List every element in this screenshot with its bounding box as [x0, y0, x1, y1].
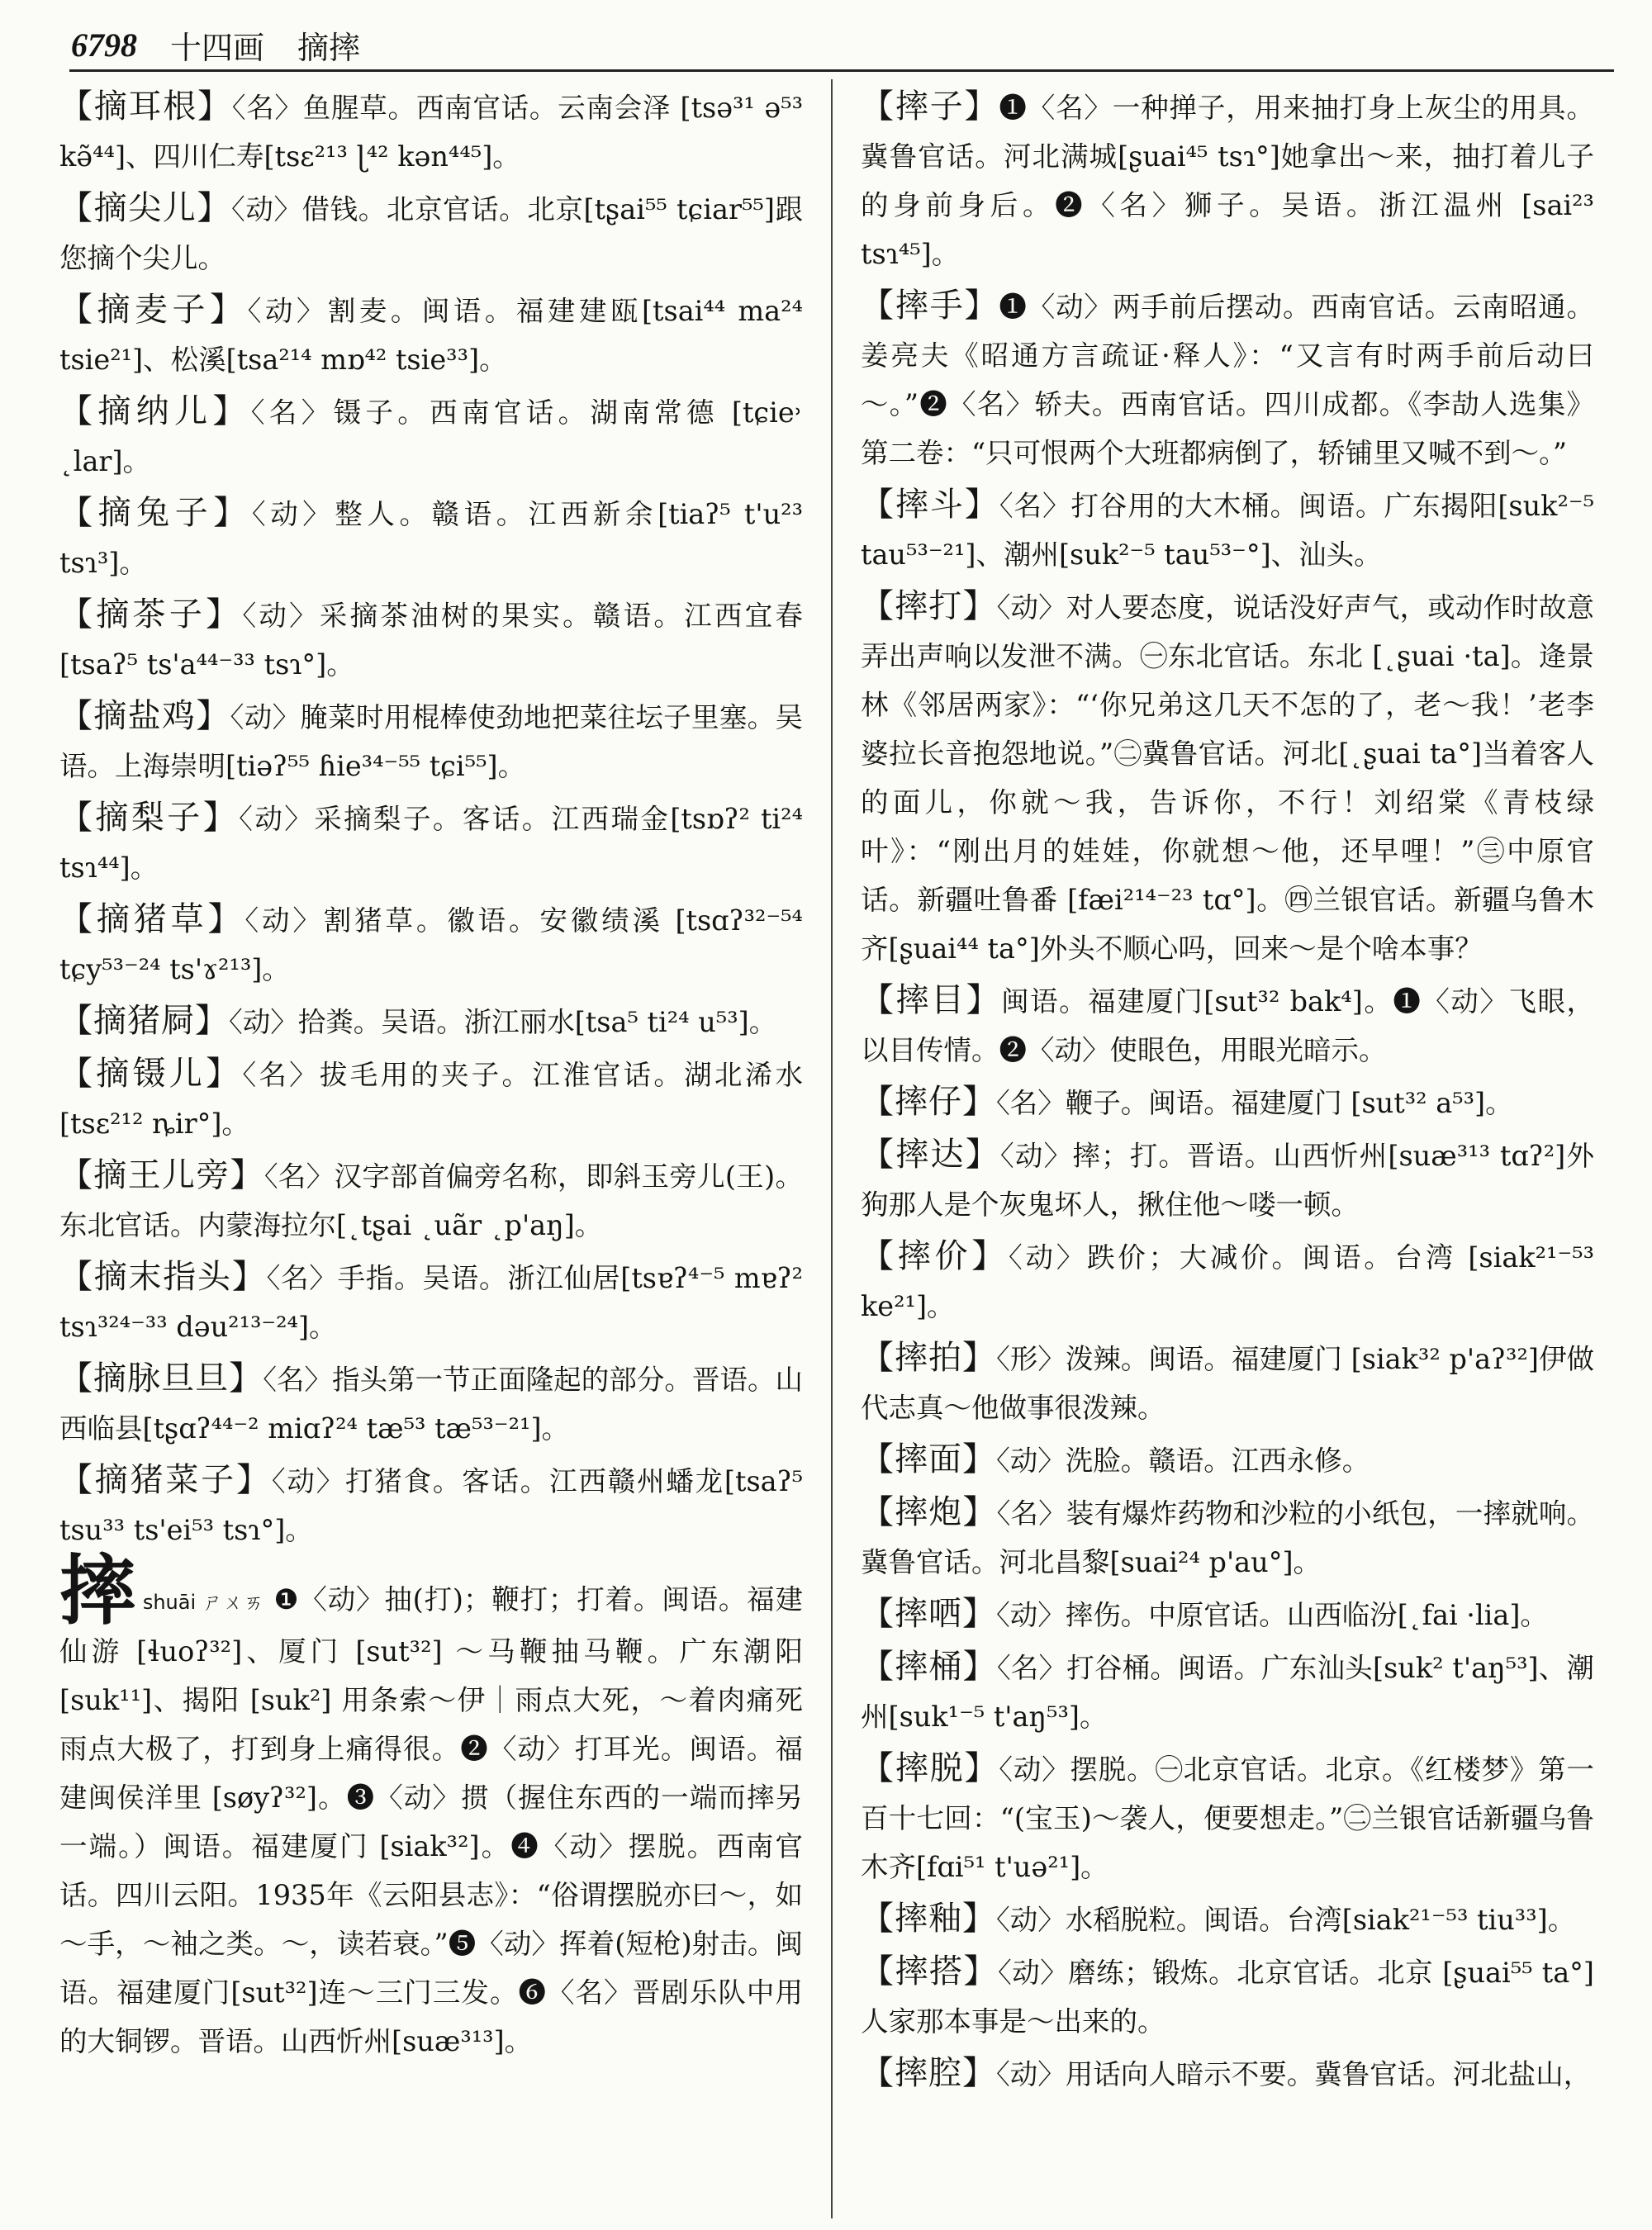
entry-headword: 【摘尖儿】	[59, 189, 231, 227]
page-header	[71, 18, 1612, 71]
dict-entry: 【摔拍】〈形〉泼辣。闽语。福建厦门 [siak³² p'aʔ³²]伊做代志真～他做事很泼辣。	[861, 1339, 1594, 1424]
section-label: 十四画	[170, 29, 265, 66]
dict-entry: 【摘兔子】〈动〉整人。赣语。江西新余[tiaʔ⁵ t'u²³ tsɿ³]。	[59, 494, 803, 579]
dict-entry: 【摘末指头】〈名〉手指。吴语。浙江仙居[tsɐʔ⁴⁻⁵ mɐʔ² tsɿ³²⁴⁻³³ dəu²¹³⁻²⁴]。	[59, 1258, 803, 1343]
entry-headword: 【摔价】	[861, 1237, 1009, 1275]
dict-entry: 【摔搭】〈动〉磨练；锻炼。北京官话。北京 [ʂuai⁵⁵ ta°]人家那本事是～出来的。	[861, 1952, 1594, 2038]
entry-headword: 【摘盐鸡】	[59, 697, 230, 735]
entry-headword: 【摔腔】	[861, 2054, 996, 2092]
dict-entry: 【摘镊儿】〈名〉拔毛用的夹子。江淮官话。湖北浠水 [tsɛ²¹² ȵir°]。	[59, 1055, 803, 1140]
head-character: 摔	[59, 1546, 136, 1635]
entry-headword: 【摘兔子】	[59, 494, 252, 532]
dict-entry: 【摘王儿旁】〈名〉汉字部首偏旁名称，即斜玉旁儿(王)。东北官话。内蒙海拉尔[˛tʂai ˛uãr ˛p'aŋ]。	[59, 1156, 803, 1241]
dict-entry: 【摘麦子】〈动〉割麦。闽语。福建建瓯[tsai⁴⁴ ma²⁴ tsie²¹]、松溪[tsa²¹⁴ mɒ⁴² tsie³³]。	[59, 291, 803, 376]
dict-entry: 【摔桶】〈名〉打谷桶。闽语。广东汕头[suk² t'aŋ⁵³]、潮州[suk¹⁻⁵ t'aŋ⁵³]。	[861, 1648, 1594, 1733]
dict-entry: 【摔脱】〈动〉摆脱。㊀北京官话。北京。《红楼梦》第一百十七回：“(宝玉)～袭人，便要想走。”㊁兰银官话新疆乌鲁木齐[fɑi⁵¹ t'uə²¹]。	[861, 1749, 1594, 1883]
entry-headword: 【摘纳儿】	[59, 392, 251, 430]
entry-headword: 【摔桶】	[861, 1648, 997, 1686]
left-column	[59, 83, 803, 2222]
dict-entry: 【摘盐鸡】〈动〉腌菜时用棍棒使劲地把菜往坛子里塞。吴语。上海崇明[tiəʔ⁵⁵ ɦie³⁴⁻⁵⁵ tɕi⁵⁵]。	[59, 697, 803, 782]
entry-headword: 【摔拍】	[861, 1339, 997, 1377]
entry-headword: 【摔目】	[861, 981, 1002, 1019]
dict-entry: 【摔斗】〈名〉打谷用的大木桶。闽语。广东揭阳[suk²⁻⁵ tau⁵³⁻²¹]、潮州[suk²⁻⁵ tau⁵³⁻°]、汕头。	[861, 486, 1594, 571]
dict-entry: 【摔面】〈动〉洗脸。赣语。江西永修。	[861, 1440, 1370, 1478]
column-divider	[831, 79, 833, 2218]
entry-headword: 【摘猪屙】	[59, 1002, 229, 1040]
entry-headword: 【摘耳根】	[59, 88, 232, 126]
right-column	[861, 83, 1594, 2222]
dict-entry: 【摘茶子】〈动〉采摘茶油树的果实。赣语。江西宜春 [tsaʔ⁵ ts'a⁴⁴⁻³³ tsɿ°]。	[59, 595, 803, 681]
dict-entry: 【摔价】〈动〉跌价；大减价。闽语。台湾 [siak²¹⁻⁵³ ke²¹]。	[861, 1237, 1594, 1322]
dict-entry: 【摔手】❶〈动〉两手前后摆动。西南官话。云南昭通。姜亮夫《昭通方言疏证·释人》：“又言有时两手前后动曰～。”❷〈名〉轿夫。西南官话。四川成都。《李劼人选集》第二卷：“只可恨两个大班都病倒了，轿铺里又喊不到～。”	[861, 287, 1594, 469]
entry-headword: 【摔搭】	[861, 1952, 998, 1990]
head-definition: ❶〈动〉抽(打)；鞭打；打着。闽语。福建仙游 [ɬuoʔ³²]、厦门 [sut³²] ～马鞭抽马鞭。广东潮阳 [suk¹¹]、揭阳 [suk²] 用条索～伊｜雨点大死，～着肉痛死雨点大极了，打到身上痛得很。❷〈动〉打耳光。闽语。福建闽侯洋里 [søyʔ³²]。❸〈动〉掼（握住东西的一端而摔另一端。）闽语。福建厦门 [siak³²]。❹〈动〉摆脱。西南官话。四川云阳。1935年《云阳县志》：“俗谓摆脱亦曰～，如～手，～袖之类。～，读若衰。”❺〈动〉挥着(短枪)射击。闽语。福建厦门[sut³²]连～三门三发。❻〈名〉晋剧乐队中用的大铜锣。晋语。山西忻州[suæ³¹³]。	[59, 1583, 803, 2057]
entry-headword: 【摔哂】	[861, 1595, 996, 1633]
dict-entry: 【摔子】❶〈名〉一种掸子，用来抽打身上灰尘的用具。冀鲁官话。河北满城[ʂuai⁴⁵ tsɿ°]她拿出～来，抽打着儿子的身前身后。❷〈名〉狮子。吴语。浙江温州 [sai²³ tsɿ⁴⁵]。	[861, 88, 1594, 270]
dict-entry: 【摔哂】〈动〉摔伤。中原官话。山西临汾[˛fai ·lia]。	[861, 1595, 1548, 1633]
header-rule	[69, 69, 1614, 72]
head-pinyin: shuāi ㄕㄨㄞ	[142, 1591, 265, 1614]
entry-headword: 【摔手】	[861, 287, 999, 325]
entry-headword: 【摔打】	[861, 587, 997, 625]
dict-entry: 【摘脉旦旦】〈名〉指头第一节正面隆起的部分。晋语。山西临县[tʂɑʔ⁴⁴⁻² miɑʔ²⁴ tæ⁵³ tæ⁵³⁻²¹]。	[59, 1359, 803, 1445]
dict-entry: 【摔腔】〈动〉用话向人暗示不要。冀鲁官话。河北盐山，	[861, 2054, 1592, 2092]
dict-entry: 【摘梨子】〈动〉采摘梨子。客话。江西瑞金[tsɒʔ² ti²⁴ tsɿ⁴⁴]。	[59, 799, 803, 884]
dict-entry: 【摘猪菜子】〈动〉打猪食。客话。江西赣州蟠龙[tsaʔ⁵ tsu³³ ts'ei⁵³ tsɿ°]。	[59, 1461, 803, 1546]
section-chars: 摘摔	[297, 29, 361, 66]
entry-headword: 【摘镊儿】	[59, 1055, 243, 1093]
dict-entry: 【摔打】〈动〉对人要态度，说话没好声气，或动作时故意弄出声响以发泄不满。㊀东北官话。东北 [˛ʂuai ·ta]。逄景林《邻居两家》：“‘你兄弟这几天不怎的了，老～我！’老李婆拉长音抱怨地说。”㊁冀鲁官话。河北[˛ʂuai ta°]当着客人的面儿，你就～我，告诉你，不行！刘绍棠《青枝绿叶》：“刚出月的娃娃，你就想～他，还早哩！”㊂中原官话。新疆吐鲁番 [fæi²¹⁴⁻²³ tɑ°]。㊃兰银官话。新疆乌鲁木齐[ʂuai⁴⁴ ta°]外头不顺心吗，回来～是个啥本事？	[861, 587, 1594, 965]
dict-entry: 【摔炮】〈名〉装有爆炸药物和沙粒的小纸包，一摔就响。冀鲁官话。河北昌黎[suai²⁴ p'au°]。	[861, 1493, 1594, 1578]
page-number: 6798	[71, 26, 137, 64]
entry-headword: 【摘王儿旁】	[59, 1156, 264, 1194]
dict-entry: 【摘纳儿】〈名〉镊子。西南官话。湖南常德 [tɕie˒ ˛lar]。	[59, 392, 803, 477]
entry-headword: 【摔脱】	[861, 1749, 999, 1787]
head-character-entry	[59, 1546, 803, 2066]
entry-headword: 【摔仔】	[861, 1083, 996, 1121]
entry-headword: 【摔子】	[861, 88, 999, 126]
entry-headword: 【摔面】	[861, 1440, 996, 1478]
dict-entry: 【摔目】闽语。福建厦门[sut³² bak⁴]。❶〈动〉飞眼，以目传情。❷〈动〉使眼色，用眼光暗示。	[861, 981, 1594, 1066]
entry-headword: 【摘末指头】	[59, 1258, 267, 1296]
dict-entry: 【摔达】〈动〉摔；打。晋语。山西忻州[suæ³¹³ tɑʔ²]外狗那人是个灰鬼坏人，揪住他～喽一顿。	[861, 1136, 1594, 1221]
entry-headword: 【摔达】	[861, 1136, 1000, 1174]
entry-headword: 【摘猪草】	[59, 900, 245, 938]
dict-entry: 【摔釉】〈动〉水稻脱粒。闽语。台湾[siak²¹⁻⁵³ tiu³³]。	[861, 1900, 1576, 1938]
dict-entry: 【摘尖儿】〈动〉借钱。北京官话。北京[tʂai⁵⁵ tɕiar⁵⁵]跟您摘个尖儿。	[59, 189, 803, 274]
dict-entry: 【摘猪屙】〈动〉拾粪。吴语。浙江丽水[tsa⁵ ti²⁴ u⁵³]。	[59, 1002, 777, 1040]
dict-entry: 【摘耳根】〈名〉鱼腥草。西南官话。云南会泽 [tsə³¹ ə⁵³ kə̃⁴⁴]、四川仁寿[tsɛ²¹³ ɭ⁴² kən⁴⁴⁵]。	[59, 88, 803, 173]
entry-headword: 【摘梨子】	[59, 799, 240, 837]
entry-headword: 【摘茶子】	[59, 595, 243, 633]
entry-headword: 【摘猪菜子】	[59, 1461, 272, 1499]
entry-headword: 【摘脉旦旦】	[59, 1359, 263, 1397]
entry-headword: 【摔炮】	[861, 1493, 997, 1531]
entry-headword: 【摘麦子】	[59, 291, 248, 329]
dict-entry: 【摘猪草】〈动〉割猪草。徽语。安徽绩溪 [tsɑʔ³²⁻⁵⁴ tɕy⁵³⁻²⁴ ts'ɤ²¹³]。	[59, 900, 803, 985]
entry-headword: 【摔釉】	[861, 1900, 996, 1938]
entry-headword: 【摔斗】	[861, 486, 999, 524]
dict-entry: 【摔仔】〈名〉鞭子。闽语。福建厦门 [sut³² a⁵³]。	[861, 1083, 1513, 1121]
